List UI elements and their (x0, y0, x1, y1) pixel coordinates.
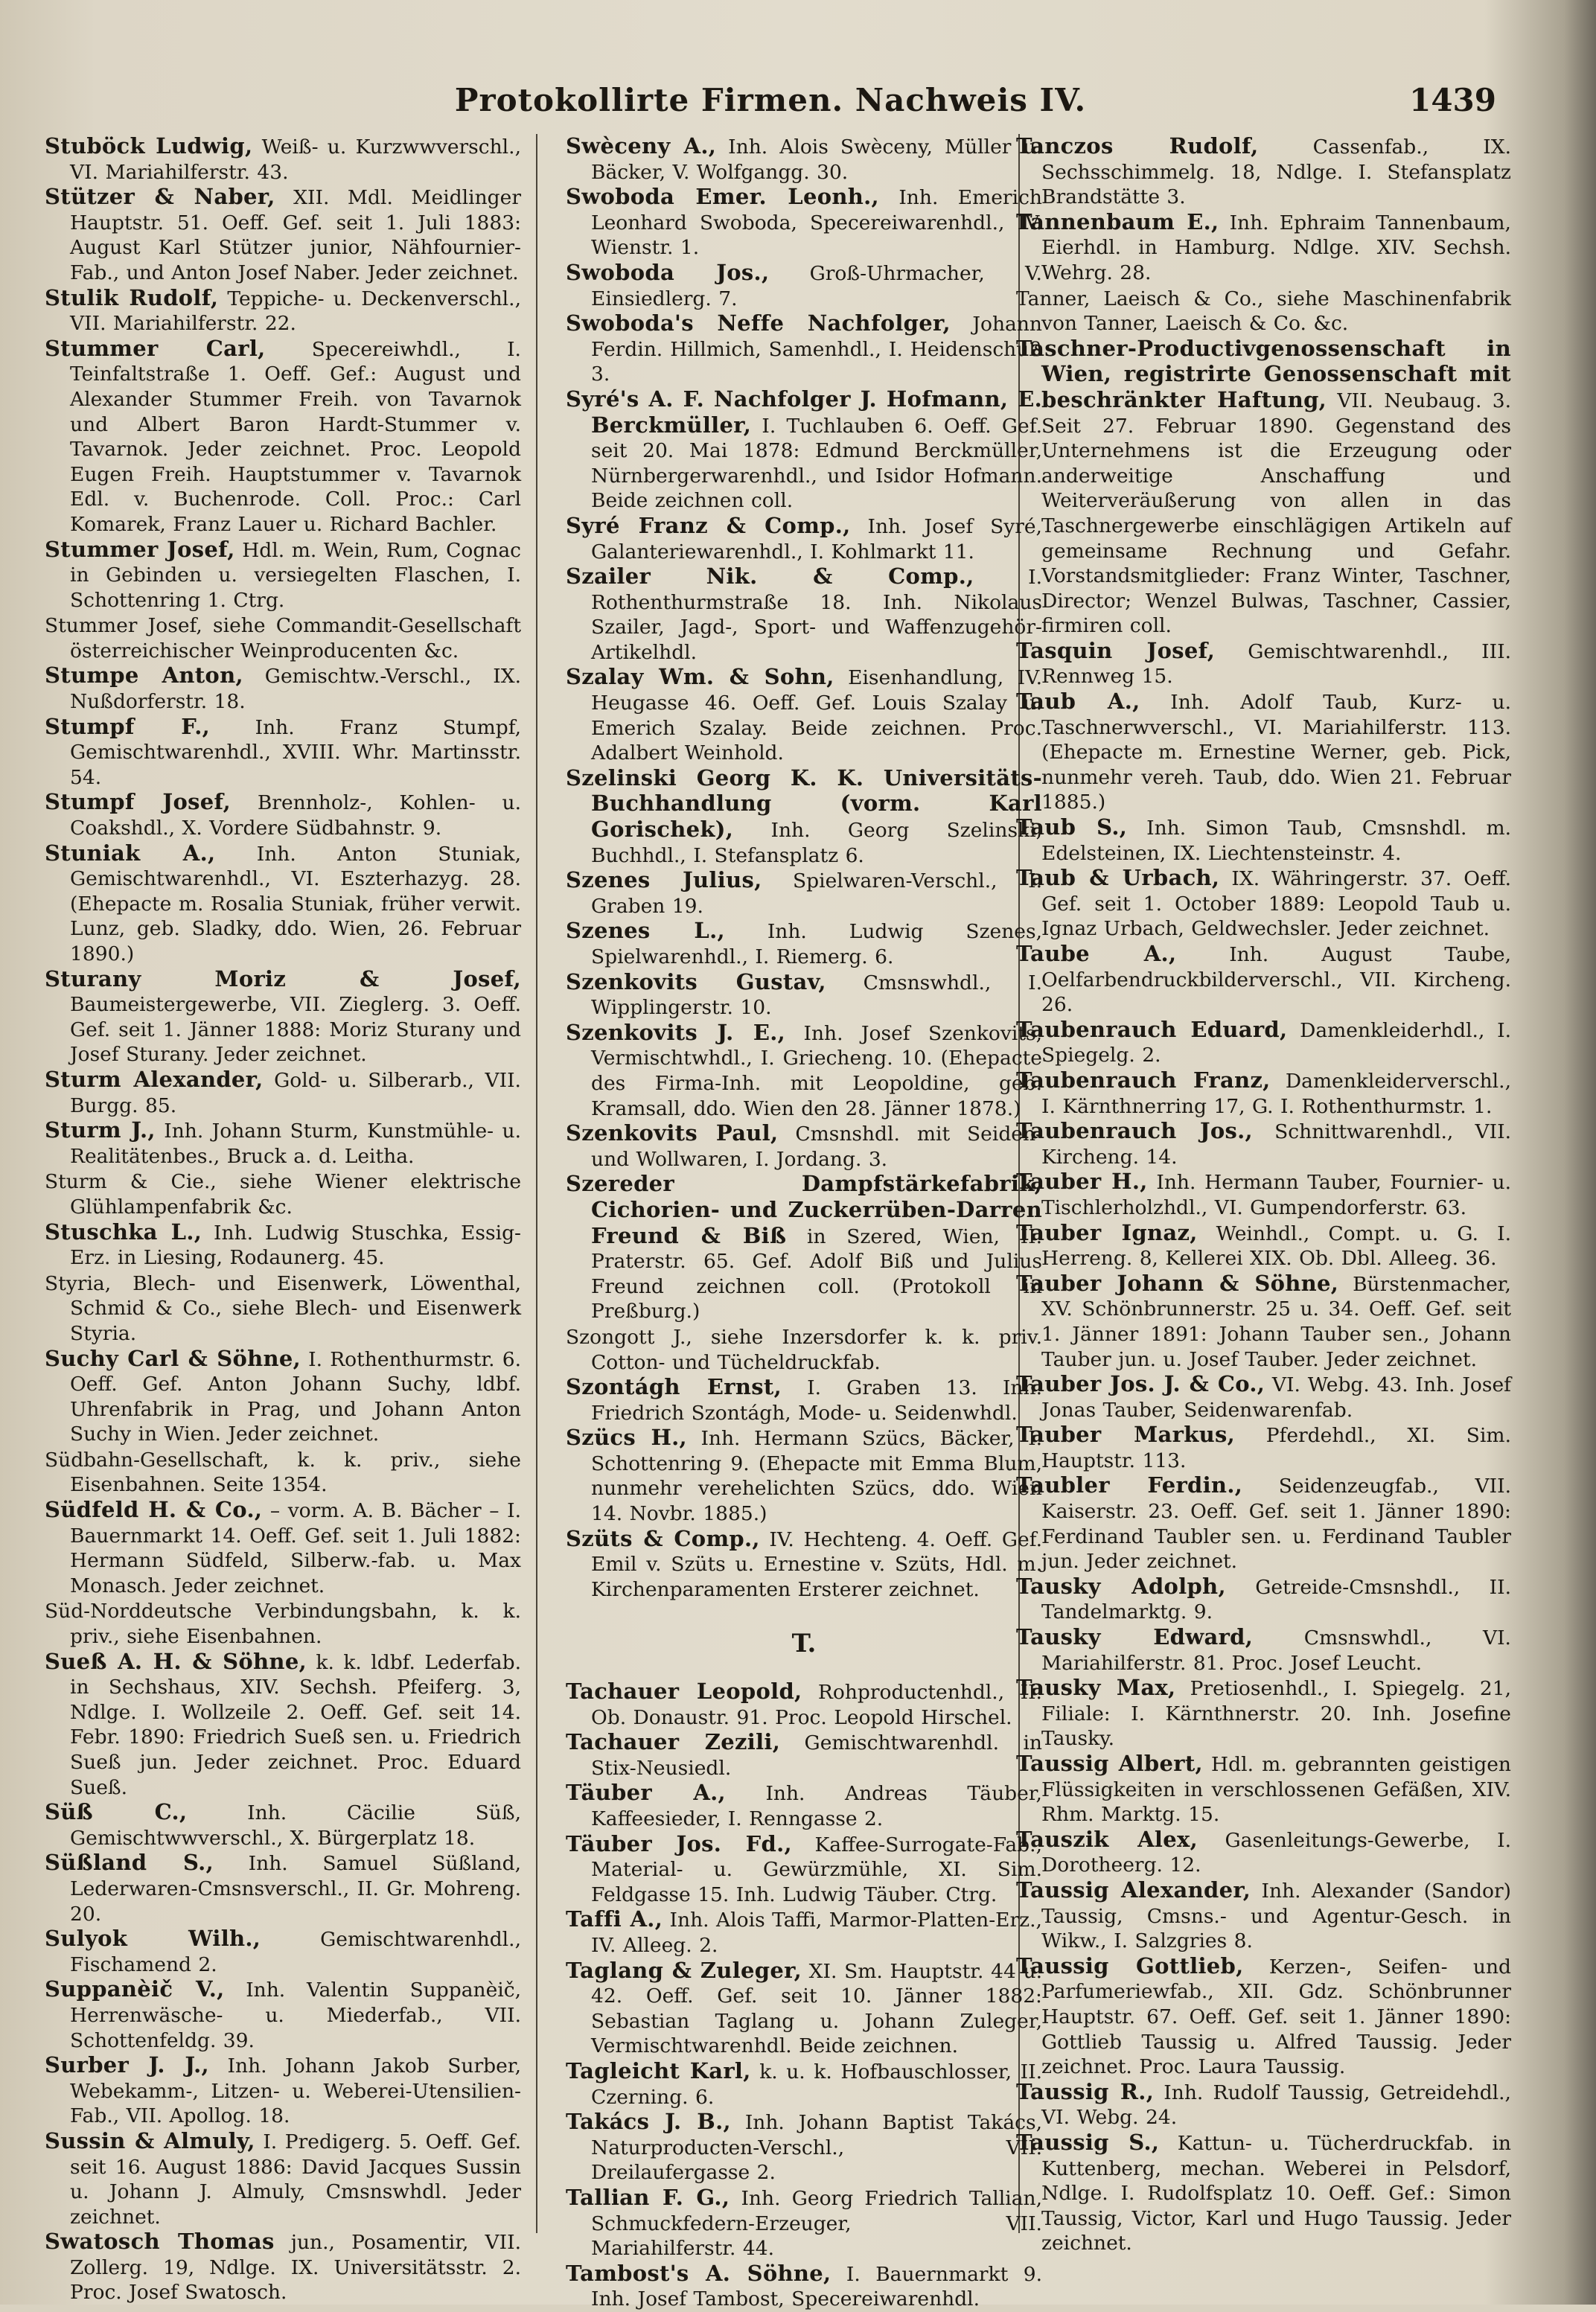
firm-entry (566, 1907, 1042, 1958)
page-number: 1439 (1409, 82, 1496, 118)
firm-name: Taussig S., (1016, 2129, 1160, 2155)
firm-name: Tannenbaum E., (1016, 208, 1219, 234)
firm-name: Taussig R., (1016, 2078, 1155, 2104)
firm-details: Inh. Valentin Suppanèič, Herrenwäsche- u. Miederfab., VII. Schottenfeldg. 39. (70, 1979, 522, 2052)
firm-entry (566, 1324, 1042, 1375)
firm-name: Stumpf Josef, (45, 789, 232, 815)
firm-entry (45, 1850, 521, 1926)
firm-entry (45, 185, 521, 285)
firm-entry (45, 1800, 521, 1850)
firm-entry (566, 1730, 1042, 1781)
firm-details: Cmsnshdl. mit Seiden- und Wollwaren, I. Jordang. 3. (591, 1123, 1042, 1171)
firm-details: Getreide-Cmsnshdl., II. Tandelmarktg. 9. (1041, 1575, 1511, 1624)
firm-name: Stummer Carl, (45, 335, 266, 361)
firm-entry (566, 261, 1042, 311)
firm-name: Tausky Max, (1016, 1675, 1176, 1701)
firm-entry (1016, 1119, 1511, 1169)
firm-details: Inh. Franz Stumpf, Gemischtwarenhdl., XVIII. Whr. Martinsstr. 54. (70, 715, 521, 789)
firm-details: Spielwaren-Verschl., I. Graben 19. (591, 869, 1042, 918)
firm-entry (566, 514, 1042, 564)
firm-entry (566, 2185, 1042, 2261)
firm-name: Stummer Josef, (45, 536, 235, 562)
firm-name: Szüts & Comp., (566, 1525, 760, 1551)
firm-entry (566, 665, 1042, 765)
firm-details: Kerzen-, Seifen- und Parfumeriewfab., XII. Gdz. Schönbrunner Hauptstr. 67. Oeff. Gef. seit 1. Jänner 1890: Gottlieb Taussig u. Alfred Taussig. Jeder zeichnet. Proc. Laura Taussig. (1041, 1955, 1511, 2079)
firm-details: Hdl. m. gebrannten geistigen Flüssigkeiten in verschlossenen Gefäßen, XIV. Rhm. Marktg. 15. (1041, 1753, 1511, 1827)
firm-details: Pferdehdl., XI. Sim. Hauptstr. 113. (1041, 1424, 1511, 1472)
firm-details: Süd-Norddeutsche Verbindungsbahn, k. k. priv., siehe Eisenbahnen. (45, 1600, 521, 1649)
firm-details: Gemischtwarenhdl., III. Rennweg 15. (1041, 639, 1511, 689)
firm-name: Tachauer Zezili, (566, 1729, 781, 1755)
firm-entry (1016, 1271, 1511, 1372)
firm-entry (566, 1375, 1042, 1425)
firm-name: Swoboda's Neffe Nachfolger, (566, 310, 951, 336)
firm-name: Stumpe Anton, (45, 662, 243, 689)
firm-name: Taubenrauch Jos., (1016, 1118, 1253, 1144)
firm-details: Inh. Emerich Leonhard Swoboda, Specereiwarenhdl., IV. Wienstr. 1. (591, 186, 1042, 260)
firm-entry (1016, 1422, 1511, 1473)
firm-details: Gemischtwarenhdl. in Stix-Neusiedl. (591, 1731, 1042, 1780)
firm-name: Szontágh Ernst, (566, 1374, 782, 1400)
firm-details: I. Rothenthurmstraße 18. Inh. Nikolaus Szailer, Jagd-, Sport- und Waffenzugehör-Artikelhdl. (591, 566, 1042, 664)
firm-details: Inh. Josef Szenkovits, Vermischtwhdl., I. Griecheng. 10. (Ehepacte des Firma-Inh. mit Leopoldine, geb. Kramsall, ddo. Wien den 28. Jänner 1878.) (591, 1021, 1042, 1120)
firm-details: Gold- u. Silberarb., VII. Burgg. 85. (70, 1068, 521, 1117)
firm-name: Swoboda Emer. Leonh., (566, 184, 879, 210)
firm-name: Swoboda Jos., (566, 259, 770, 285)
firm-details: Baumeistergewerbe, VII. Zieglerg. 3. Oeff. Gef. seit 1. Jänner 1888: Moriz Sturany und Josef Sturany. Jeder zeichnet. (70, 993, 521, 1067)
firm-details: k. k. ldbf. Lederfab. in Sechshaus, XIV. Sechsh. Pfeiferg. 3, Ndlge. I. Wollzeile 2. Oeff. Gef. seit 14. Febr. 1890: Friedrich Sueß sen. u. Friedrich Sueß jun. Jeder zeichnet. Proc. Eduard Sueß. (70, 1650, 521, 1799)
firm-name: Taffi A., (566, 1906, 663, 1932)
firm-entry (45, 1169, 521, 1219)
firm-details: Kaffee-Surrogate-Fab., Material- u. Gewürzmühle, XI. Sim. Feldgasse 15. Inh. Ludwig Täuber. Ctrg. (591, 1833, 1042, 1906)
firm-details: Inh. Anton Stuniak, Gemischtwarenhdl., VI. Eszterhazyg. 28. (Ehepacte m. Rosalia Stuniak, früher verwit. Lunz, geb. Sladky, ddo. Wien, 26. Februar 1890.) (70, 842, 521, 965)
firm-name: Stumpf F., (45, 713, 211, 739)
firm-details: Gasenleitungs-Gewerbe, I. Dorotheerg. 12. (1041, 1828, 1512, 1877)
firm-name: Taussig Albert, (1016, 1751, 1203, 1776)
column-middle (566, 133, 1043, 2311)
running-title: Protokollirte Firmen. Nachweis IV. (454, 82, 1087, 118)
firm-name: Szenkovits Gustav, (566, 968, 826, 994)
firm-name: Suchy Carl & Söhne, (45, 1345, 301, 1371)
firm-details: VI. Webg. 43. Inh. Josef Jonas Tauber, Seidenwarenfab. (1041, 1373, 1511, 1422)
firm-entry (1016, 134, 1511, 210)
firm-details: Sturm & Cie., siehe Wiener elektrische Glühlampenfabrik &c. (45, 1170, 521, 1219)
firm-name: Swèceny A., (566, 133, 717, 159)
firm-name: Szailer Nik. & Comp., (566, 563, 974, 590)
firm-details: Inh. Rudolf Taussig, Getreidehdl., VI. Webg. 24. (1041, 2081, 1511, 2130)
firm-entry (566, 1832, 1042, 1908)
firm-entry (45, 1598, 521, 1649)
firm-entry (45, 1447, 521, 1498)
firm-entry (566, 2059, 1042, 2110)
firm-name: Sussin & Almuly, (45, 2127, 255, 2153)
firm-entry (566, 1527, 1042, 1603)
firm-details: Inh. Josef Syré, Galanteriewarenhdl., I. Kohlmarkt 11. (591, 514, 1042, 563)
firm-name: Taub & Urbach, (1016, 865, 1220, 891)
firm-details: Cassenfab., IX. Sechsschimmelg. 18, Ndlge. I. Stefansplatz Brandstätte 3. (1041, 135, 1512, 209)
firm-name: Taglang & Zuleger, (566, 1957, 802, 1983)
firm-details: Teppiche- u. Deckenverschl., VII. Mariahilferstr. 22. (70, 287, 521, 336)
firm-name: Suppanèič V., (45, 1976, 225, 2002)
firm-details: XII. Mdl. Meidlinger Hauptstr. 51. Oeff. Gef. seit 1. Juli 1883: August Karl Stützer junior, Nähfournier-Fab., und Anton Josef Naber. Jeder zeichnet. (70, 186, 521, 284)
firm-entry (1016, 286, 1511, 336)
firm-entry (1016, 1878, 1511, 1954)
firm-details: IV. Hechteng. 4. Oeff. Gef. Emil v. Szüts u. Ernestine v. Szüts, Hdl. m. Kirchenparamenten Ersterer zeichnet. (591, 1527, 1042, 1601)
column-rule (536, 134, 537, 2233)
firm-name: Süßland S., (45, 1850, 214, 1876)
firm-entry (1016, 2080, 1511, 2130)
firm-details: Weiß- u. Kurzwwverschl., VI. Mariahilferstr. 43. (70, 135, 521, 184)
firm-name: Stulik Rudolf, (45, 284, 219, 310)
firm-name: Taubler Ferdin., (1016, 1472, 1243, 1498)
firm-entry (1016, 1676, 1511, 1751)
firm-entry (566, 387, 1042, 514)
firm-name: Taub A., (1016, 689, 1140, 715)
firm-details: I. Rothenthurmstr. 6. Oeff. Gef. Anton Johann Suchy, ldbf. Uhrenfabrik in Prag, und Johann Anton Suchy in Wien. Jeder zeichnet. (70, 1347, 521, 1446)
firm-details: Hdl. m. Wein, Rum, Cognac in Gebinden u. versiegelten Flaschen, I. Schottenring 1. Ctrg. (70, 538, 521, 612)
firm-details: Inh. Hermann Tauber, Fournier- u. Tischlerholzhdl., VI. Gumpendorferstr. 63. (1041, 1171, 1511, 1219)
firm-name: Tauber Markus, (1016, 1422, 1236, 1448)
firm-entry (566, 1781, 1042, 1831)
firm-name: Stützer & Naber, (45, 184, 275, 210)
firm-name: Taub S., (1016, 814, 1128, 840)
firm-entry (1016, 1625, 1511, 1676)
firm-details: Inh. Johann Jakob Surber, Webekamm-, Litzen- u. Weberei-Utensilien-Fab., VII. Apollog. 18. (70, 2054, 521, 2128)
firm-details: Schnittwarenhdl., VII. Kircheng. 14. (1041, 1120, 1511, 1169)
firm-details: XI. Sm. Hauptstr. 44 u. 42. Oeff. Gef. seit 10. Jänner 1882: Sebastian Taglang u. Johann Zuleger, Vermischtwarenhdl. Beide zeichnen. (591, 1959, 1043, 2058)
firm-name: Szalay Wm. & Sohn, (566, 664, 834, 690)
firm-details: Inh. Johann Baptist Takács, Naturproducten-Verschl., VII. Dreilaufergasse 2. (591, 2111, 1043, 2185)
firm-details: Szongott J., siehe Inzersdorfer k. k. priv. Cotton- und Tücheldruckfab. (566, 1325, 1042, 1374)
firm-entry (45, 715, 521, 791)
firm-entry (566, 1679, 1042, 1730)
firm-name: Täuber A., (566, 1780, 726, 1806)
firm-name: Szenkovits J. E., (566, 1019, 786, 1045)
firm-details: k. u. k. Hofbauschlosser, II. Czerning. 6. (591, 2060, 1042, 2109)
firm-details: Stummer Josef, siehe Commandit-Gesellschaft österreichischer Weinproducenten &c. (45, 614, 521, 662)
firm-name: Tasquin Josef, (1016, 637, 1216, 663)
firm-name: Tauber Johann & Söhne, (1016, 1270, 1339, 1296)
firm-entry (45, 1271, 521, 1347)
firm-entry (1016, 1169, 1511, 1220)
firm-details: Inh. Ludwig Stuschka, Essig-Erz. in Liesing, Rodaunerg. 45. (70, 1221, 521, 1270)
firm-details: Kattun- u. Tücherdruckfab. in Kuttenberg, mechan. Weberei in Pelsdorf, Ndlge. I. Rudolfsplatz 10. Oeff. Gef.: Simon Taussig, Victor, Karl und Hugo Taussig. Jeder zeichnet. (1041, 2131, 1512, 2255)
firm-entry (45, 134, 521, 185)
firm-name: Szenes L., (566, 918, 725, 944)
firm-entry (566, 564, 1042, 665)
column-right (1016, 134, 1511, 2278)
firm-details: Tanner, Laeisch & Co., siehe Maschinenfabrik von Tanner, Laeisch & Co. &c. (1016, 287, 1511, 336)
firm-details: Inh. Samuel Süßland, Lederwaren-Cmsnsverschl., II. Gr. Mohreng. 20. (70, 1852, 521, 1926)
firm-details: Styria, Blech- und Eisenwerk, Löwenthal, Schmid & Co., siehe Blech- und Eisenwerk Styria. (45, 1271, 521, 1345)
firm-details: Inh. Cäcilie Süß, Gemischtwwverschl., X. Bürgerplatz 18. (70, 1801, 521, 1850)
firm-name: Tausky Adolph, (1016, 1573, 1226, 1599)
firm-name: Tachauer Leopold, (566, 1679, 802, 1705)
firm-entry (1016, 1751, 1511, 1827)
firm-entry (1016, 1574, 1511, 1625)
firm-details: I. Bauernmarkt 9. Inh. Josef Tambost, Specereiwarenhdl. (591, 2262, 1042, 2311)
firm-entry (45, 537, 521, 613)
firm-entry (566, 1021, 1042, 1121)
firm-details: Eisenhandlung, IV. Heugasse 46. Oeff. Gef. Louis Szalay u. Emerich Szalay. Beide zeichnen. Proc. Adalbert Weinhold. (591, 666, 1042, 765)
firm-entry (45, 1498, 521, 1598)
firm-name: Taubenrauch Franz, (1016, 1067, 1271, 1093)
firm-name: Tausky Edward, (1016, 1624, 1254, 1650)
firm-name: Tanczos Rudolf, (1016, 133, 1259, 159)
firm-name: Surber J. J., (45, 2052, 209, 2078)
firm-entry (1016, 1068, 1511, 1119)
firm-details: Damenkleiderhdl., I. Spiegelg. 2. (1041, 1018, 1511, 1067)
firm-entry (45, 1220, 521, 1271)
firm-entry (566, 134, 1042, 185)
page-header (45, 74, 1496, 127)
firm-entry (566, 2110, 1042, 2185)
firm-details: Inh. Georg Friedrich Tallian, Schmuckfedern-Erzeuger, VII. Mariahilferstr. 44. (591, 2186, 1042, 2261)
firm-details: jun., Posamentir, VII. Zollerg. 19, Ndlge. IX. Universitätsstr. 2. Proc. Josef Swatosch. (70, 2231, 521, 2305)
firm-entry (1016, 1372, 1511, 1422)
firm-name: Täuber Jos. Fd., (566, 1830, 792, 1856)
firm-name: Szücs H., (566, 1425, 687, 1451)
firm-name: Takács J. B., (566, 2109, 731, 2135)
firm-entry (45, 663, 521, 714)
firm-entry (566, 185, 1042, 261)
firm-entry (566, 1958, 1042, 2059)
firm-entry (1016, 639, 1511, 689)
firm-details: Seidenzeugfab., VII. Kaiserstr. 23. Oeff. Gef. seit 1. Jänner 1890: Ferdinand Taubler sen. u. Ferdinand Taubler jun. Jeder zeichnet. (1041, 1475, 1512, 1574)
firm-name: Sulyok Wilh., (45, 1926, 261, 1952)
firm-entry (45, 1067, 521, 1118)
firm-entry (566, 1172, 1042, 1324)
firm-entry (1016, 1473, 1511, 1574)
firm-name: Taschner-Productivgenossenschaft in Wien, registrirte Genossenschaft mit beschränkter Haftung, (1016, 335, 1511, 412)
firm-entry (1016, 815, 1511, 866)
firm-entry (566, 970, 1042, 1021)
firm-name: Syré's A. F. Nachfolger J. Hofmann, E. Berckmüller, (566, 386, 1042, 438)
firm-entry (566, 1121, 1042, 1172)
firm-details: Inh. Alois Swèceny, Müller u. Bäcker, V. Wolfgangg. 30. (591, 135, 1043, 184)
firm-details: Südbahn-Gesellschaft, k. k. priv., siehe Eisenbahnen. Seite 1354. (45, 1448, 521, 1497)
firm-name: Tauber H., (1016, 1169, 1148, 1195)
firm-name: Tambost's A. Söhne, (566, 2260, 831, 2286)
firm-details: in Szered, Wien, II. Praterstr. 65. Gef. Adolf Biß und Julius Freund zeichnen coll. (Protokoll in Preßburg.) (591, 1224, 1042, 1323)
firm-entry (45, 790, 521, 840)
firm-entry (566, 868, 1042, 919)
firm-details: Inh. Adolf Taub, Kurz- u. Taschnerwverschl., VI. Mariahilferstr. 113. (Ehepacte m. Ernestine Werner, geb. Pick, nunmehr vereh. Taub, ddo. Wien 21. Februar 1885.) (1041, 691, 1511, 814)
firm-details: Groß-Uhrmacher, V. Einsiedlerg. 7. (591, 261, 1042, 310)
firm-entry (45, 2129, 521, 2229)
firm-details: Specereiwhdl., I. Teinfaltstraße 1. Oeff. Gef.: August und Alexander Stummer Freih. von Tavarnok und Albert Baron Hardt-Stummer v. Tavarnok. Jeder zeichnet. Proc. Leopold Eugen Freih. Hauptstummer v. Tavarnok Edl. v. Buchenrode. Coll. Proc.: Carl Komarek, Franz Lauer u. Richard Bachler. (70, 337, 521, 536)
firm-entry (45, 1118, 521, 1169)
firm-details: Gemischtwarenhdl., Fischamend 2. (70, 1928, 521, 1976)
firm-details: Cmsnswhdl., I. Wipplingerstr. 10. (591, 971, 1042, 1020)
firm-entry (566, 2261, 1042, 2312)
firm-entry (45, 1347, 521, 1447)
firm-entry (566, 1425, 1042, 1526)
firm-name: Tagleicht Karl, (566, 2057, 751, 2083)
letter-heading: T. (791, 1629, 817, 1659)
firm-name: Südfeld H. & Co., (45, 1497, 263, 1523)
firm-details: Inh. Andreas Täuber, Kaffeesieder, I. Renngasse 2. (591, 1782, 1042, 1830)
firm-entry (1016, 1827, 1511, 1878)
columns (45, 133, 1533, 2311)
firm-entry (1016, 1954, 1511, 2080)
firm-name: Taubenrauch Eduard, (1016, 1016, 1288, 1042)
firm-details: I. Tuchlauben 6. Oeff. Gef. seit 20. Mai 1878: Edmund Berckmüller, Nürnbergerwarenhdl., und Isidor Hofmann. Beide zeichnen coll. (591, 414, 1042, 513)
firm-entry (1016, 1018, 1511, 1068)
firm-name: Tauber Jos. J. & Co., (1016, 1371, 1265, 1397)
firm-details: Inh. Alexander (Sandor) Taussig, Cmsns.- und Agentur-Gesch. in Wikw., I. Salzgries 8. (1041, 1879, 1511, 1953)
firm-details: Inh. Simon Taub, Cmsnshdl. m. Edelsteinen, IX. Liechtensteinstr. 4. (1041, 817, 1511, 865)
firm-details: Johann Ferdin. Hillmich, Samenhdl., I. Heidenschuß 3. (591, 313, 1042, 386)
firm-details: Bürstenmacher, XV. Schönbrunnerstr. 25 u. 34. Oeff. Gef. seit 1. Jänner 1891: Johann Tauber sen., Johann Tauber jun. u. Josef Tauber. Jeder zeichnet. (1041, 1272, 1511, 1371)
firm-entry (45, 1977, 521, 2053)
firm-entry (1016, 210, 1511, 286)
column-left (45, 133, 522, 2305)
firm-details: Inh. Georg Szelinski, Buchhdl., I. Stefansplatz 6. (591, 819, 1042, 867)
firm-entry (1016, 866, 1511, 942)
firm-name: Sturm J., (45, 1117, 156, 1143)
firm-entry (45, 286, 521, 336)
firm-details: Cmsnswhdl., VI. Mariahilferstr. 81. Proc. Josef Leucht. (1041, 1626, 1511, 1675)
firm-details: – vorm. A. B. Bächer – I. Bauernmarkt 14. Oeff. Gef. seit 1. Juli 1882: Hermann Südfeld, Silberw.-fab. u. Max Monasch. Jeder zeichnet. (70, 1499, 521, 1597)
firm-entry (45, 967, 521, 1067)
firm-name: Sueß A. H. & Söhne, (45, 1648, 307, 1674)
firm-name: Szereder Dampfstärkefabrik, Cichorien- und Zuckerrüben-Darren Freund & Biß (566, 1171, 1042, 1248)
firm-entry (45, 2229, 521, 2305)
firm-details: Inh. Alois Taffi, Marmor-Platten-Erz., IV. Alleeg. 2. (591, 1909, 1042, 1957)
firm-entry (566, 919, 1042, 969)
firm-details: Rohproductenhdl., II. Ob. Donaustr. 91. Proc. Leopold Hirschel. (591, 1681, 1042, 1729)
firm-name: Szenes Julius, (566, 867, 762, 893)
firm-name: Stuböck Ludwig, (45, 133, 253, 159)
firm-details: IX. Währingerstr. 37. Oeff. Gef. seit 1. October 1889: Leopold Taub u. Ignaz Urbach, Geldwechsler. Jeder zeichnet. (1041, 867, 1512, 941)
firm-name: Tauszik Alex, (1016, 1826, 1198, 1852)
firm-entry (1016, 2130, 1511, 2256)
firm-entry (45, 336, 521, 537)
firm-entry (1016, 942, 1511, 1018)
firm-details: Brennholz-, Kohlen- u. Coakshdl., X. Vordere Südbahnstr. 9. (70, 791, 521, 840)
firm-entry (45, 1650, 521, 1801)
firm-entry (45, 2053, 521, 2129)
firm-details: VII. Neubaug. 3. Seit 27. Februar 1890. Gegenstand des Unternehmens ist die Erzeugung oder anderweitige Anschaffung und Weiterveräußerung von allen in das Taschnergewerbe einschlägigen Artikeln auf gemeinsame Rechnung und Gefahr. Vorstandsmitglieder: Franz Winter, Taschner, Director; Wenzel Bulwas, Taschner, Cassier, firmiren coll. (1041, 389, 1511, 638)
firm-name: Tallian F. G., (566, 2184, 730, 2210)
firm-details: Pretiosenhdl., I. Spiegelg. 21, Filiale: I. Kärnthnerstr. 20. Inh. Josefine Tausky. (1041, 1677, 1511, 1751)
firm-details: Inh. Johann Sturm, Kunstmühle- u. Realitätenbes., Bruck a. d. Leitha. (70, 1120, 521, 1168)
firm-name: Szelinski Georg K. K. Universitäts-Buchhandlung (vorm. Karl Gorischek), (566, 764, 1042, 843)
firm-entry (566, 311, 1042, 387)
firm-name: Stuniak A., (45, 840, 216, 866)
firm-details: I. Predigerg. 5. Oeff. Gef. seit 16. August 1886: David Jacques Sussin u. Johann J. Almuly, Cmsnswhdl. Jeder zeichnet. (70, 2130, 521, 2229)
firm-entry (566, 766, 1042, 868)
firm-name: Taube A., (1016, 941, 1177, 966)
firm-name: Süß C., (45, 1799, 188, 1825)
firm-entry (45, 613, 521, 663)
firm-name: Taussig Alexander, (1016, 1877, 1251, 1903)
firm-details: Inh. Ludwig Szenes, Spielwarenhdl., I. Riemerg. 6. (591, 920, 1043, 968)
firm-name: Sturany Moriz & Josef, (45, 965, 521, 991)
firm-entry (1016, 689, 1511, 815)
firm-details: Inh. Hermann Szücs, Bäcker, I. Schottenring 9. (Ehepacte mit Emma Blum, nunmehr verehelichten Szücs, ddo. Wien 14. Novbr. 1885.) (591, 1427, 1042, 1526)
firm-details: Gemischtw.-Verschl., IX. Nußdorferstr. 18. (70, 665, 521, 714)
firm-details: I. Graben 13. Inh. Friedrich Szontágh, Mode- u. Seidenwhdl. (591, 1376, 1042, 1425)
firm-name: Stuschka L., (45, 1219, 202, 1245)
firm-details: Inh. August Taube, Oelfarbendruckbilderverschl., VII. Kircheng. 26. (1041, 943, 1511, 1017)
firm-entry (45, 1926, 521, 1977)
firm-entry (1016, 1221, 1511, 1271)
firm-name: Szenkovits Paul, (566, 1120, 779, 1146)
firm-name: Tauber Ignaz, (1016, 1219, 1198, 1245)
firm-name: Sturm Alexander, (45, 1066, 264, 1092)
firm-entry (1016, 336, 1511, 639)
firm-details: Damenkleiderverschl., I. Kärnthnerring 17, G. I. Rothenthurmstr. 1. (1041, 1069, 1511, 1118)
firm-entry (45, 841, 521, 967)
firm-name: Syré Franz & Comp., (566, 512, 851, 538)
firm-details: Inh. Ephraim Tannenbaum, Eierhdl. in Hamburg. Ndlge. XIV. Sechsh. Wehrg. 28. (1041, 211, 1511, 284)
firm-name: Taussig Gottlieb, (1016, 1952, 1244, 1979)
firm-details: Weinhdl., Compt. u. G. I. Herreng. 8, Kellerei XIX. Ob. Dbl. Alleeg. 36. (1041, 1222, 1511, 1271)
firm-name: Swatosch Thomas (45, 2229, 275, 2255)
